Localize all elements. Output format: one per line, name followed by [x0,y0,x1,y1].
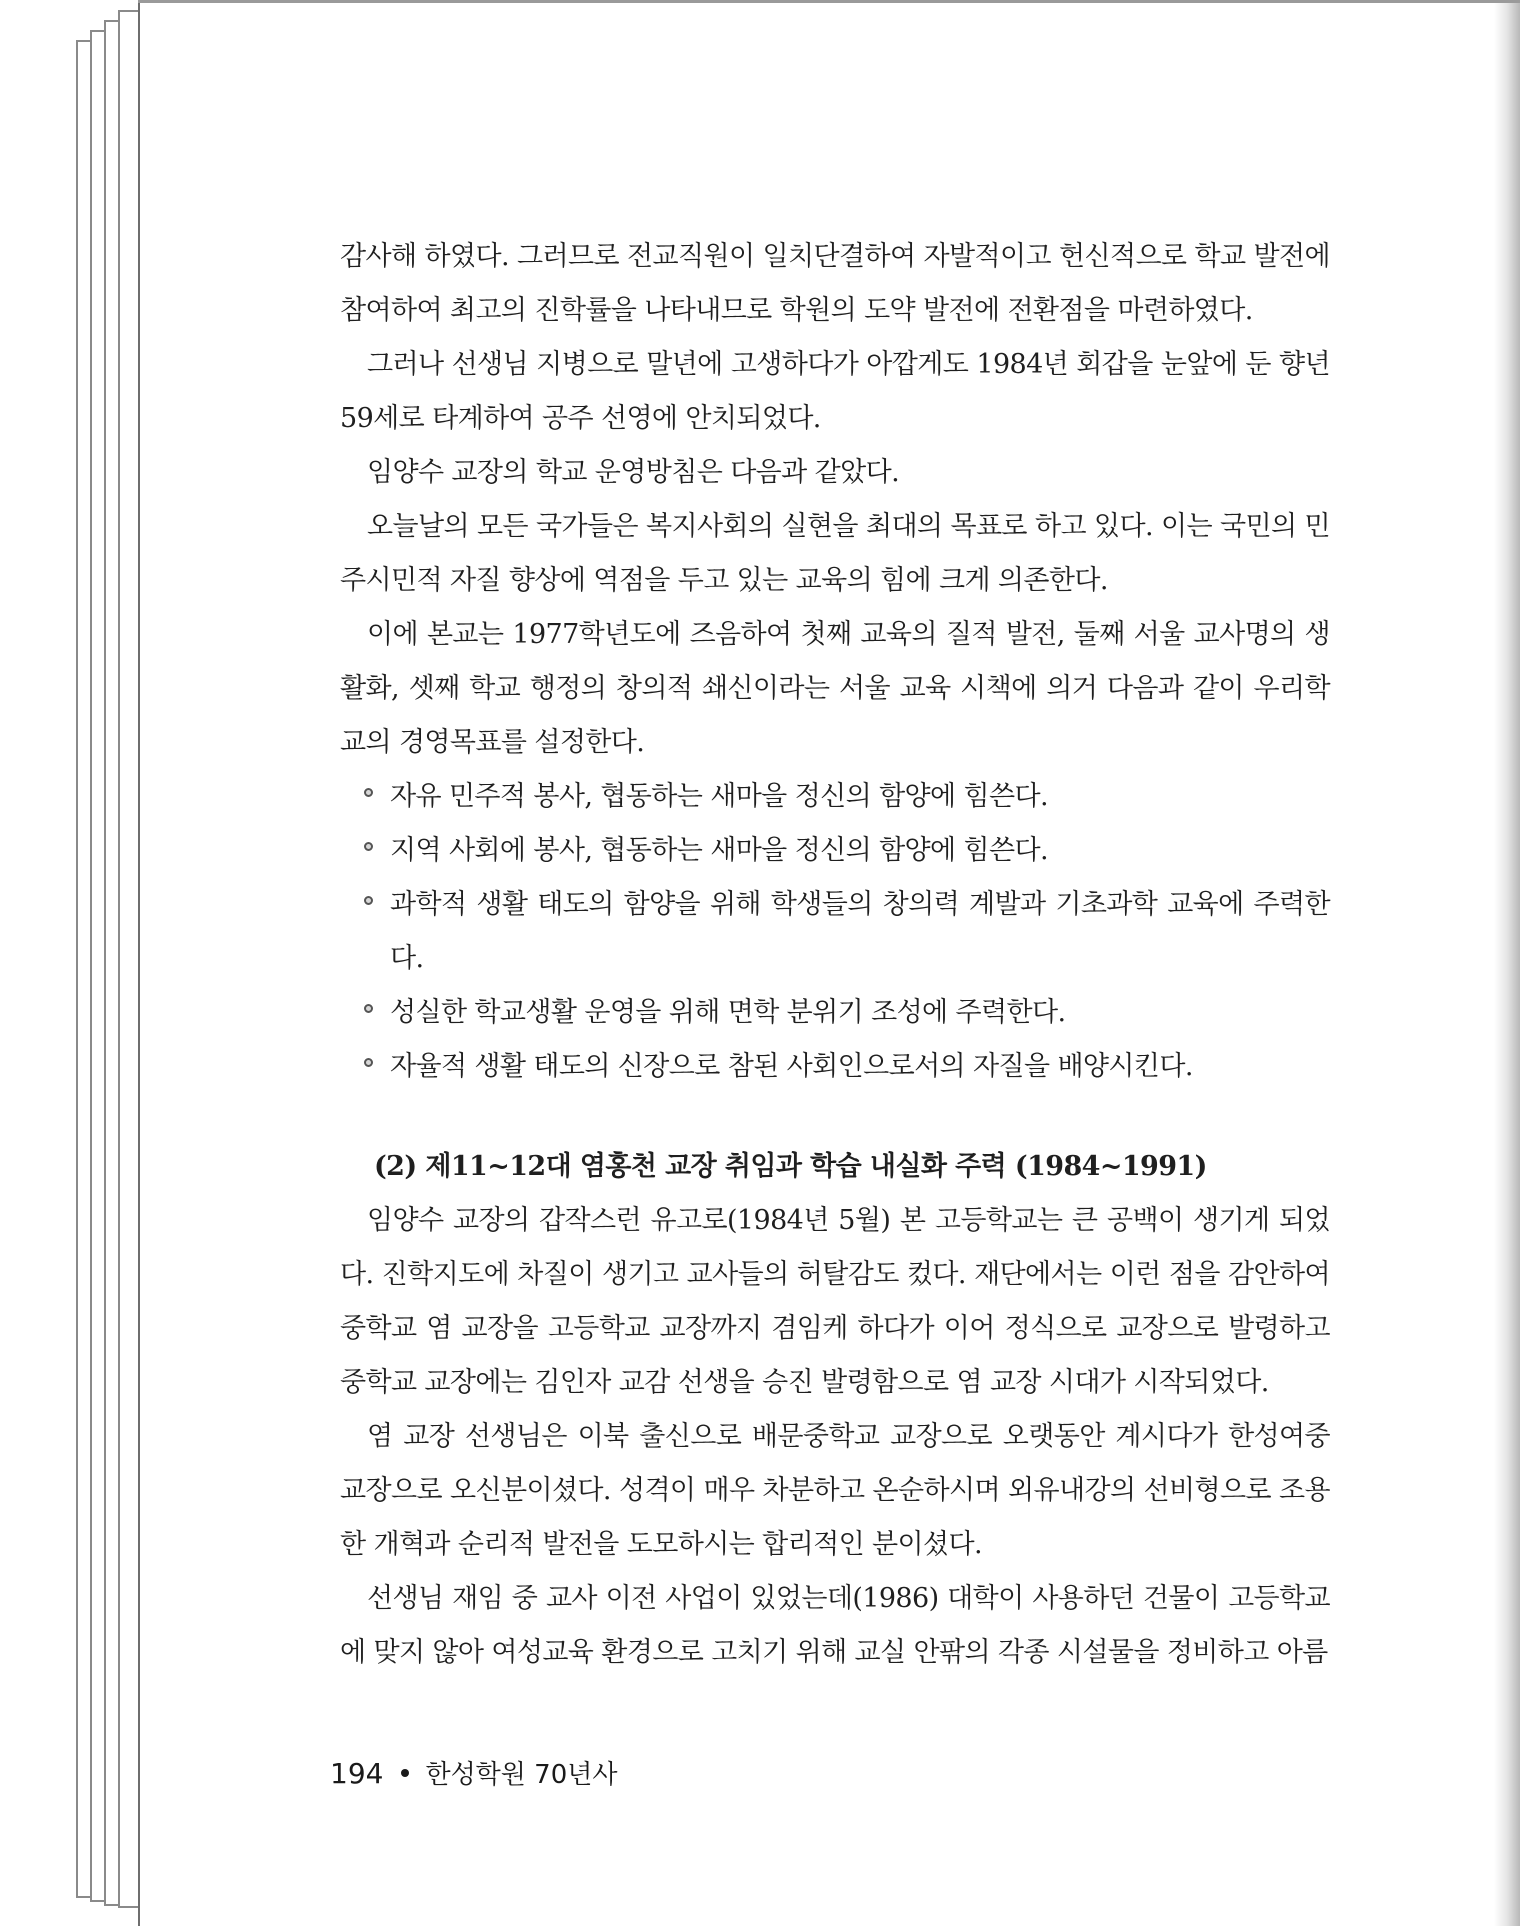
section-heading: (2) 제11~12대 염홍천 교장 취임과 학습 내실화 주력 (1984~1991) [374,1151,1207,1182]
list-item [362,824,1330,878]
page-footer [330,1754,618,1795]
bullet-icon [364,1058,373,1067]
bullet-icon [364,788,373,797]
paragraph: 감사해 하였다. 그러므로 전교직원이 일치단결하여 자발적이고 헌신적으로 학교 발전에 참여하여 최고의 진학률을 나타내므로 학원의 도약 발전에 전환점을 마련하였다. [340,241,1330,326]
page-number: 194 [330,1757,384,1790]
paragraph: 임양수 교장의 갑작스런 유고로(1984년 5월) 본 고등학교는 큰 공백이 생기게 되었다. 진학지도에 차질이 생기고 교사들의 허탈감도 컸다. 재단에서는 이런 점을 감안하여 중학교 염 교장을 고등학교 교장까지 겸임케 하다가 이어 정식으로 교장으로 발령하고 중학교 교장에는 김인자 교감 선생을 승진 발령함으로 염 교장 시대가 시작되었다. [340,1205,1330,1398]
list-item [362,986,1330,1040]
list-item-text: 지역 사회에 봉사, 협동하는 새마을 정신의 함양에 힘쓴다. [390,835,1048,866]
paragraph: 오늘날의 모든 국가들은 복지사회의 실현을 최대의 목표로 하고 있다. 이는 국민의 민주시민적 자질 향상에 역점을 두고 있는 교육의 힘에 크게 의존한다. [340,511,1330,596]
list-item [362,878,1330,986]
list-item [362,1040,1330,1094]
bullet-icon [364,842,373,851]
list-item-text: 자율적 생활 태도의 신장으로 참된 사회인으로서의 자질을 배양시킨다. [390,1051,1193,1082]
list-item-text: 과학적 생활 태도의 함양을 위해 학생들의 창의력 계발과 기초과학 교육에 주력한다. [390,889,1330,974]
body-text [340,230,1330,1680]
book-title: 한성학원 70년사 [425,1760,618,1790]
paragraph: 선생님 재임 중 교사 이전 사업이 있었는데(1986) 대학이 사용하던 건물이 고등학교에 맞지 않아 여성교육 환경으로 고치기 위해 교실 안팎의 각종 시설물을 정비하고 아름 [340,1583,1330,1668]
school-goals-list [340,770,1330,1094]
paragraph: 임양수 교장의 학교 운영방침은 다음과 같았다. [367,457,900,488]
bullet-icon [364,1004,373,1013]
paragraph: 염 교장 선생님은 이북 출신으로 배문중학교 교장으로 오랫동안 계시다가 한성여중 교장으로 오신분이셨다. 성격이 매우 차분하고 온순하시며 외유내강의 선비형으로 조용한 개혁과 순리적 발전을 도모하시는 합리적인 분이셨다. [340,1421,1330,1560]
page-edge-shadow [1494,0,1520,1926]
list-item-text: 성실한 학교생활 운영을 위해 면학 분위기 조성에 주력한다. [390,997,1066,1028]
page-top-border [138,0,1520,3]
list-item-text: 자유 민주적 봉사, 협동하는 새마을 정신의 함양에 힘쓴다. [390,781,1048,812]
bullet-icon [364,896,373,905]
paragraph: 그러나 선생님 지병으로 말년에 고생하다가 아깝게도 1984년 회갑을 눈앞에 둔 향년 59세로 타계하여 공주 선영에 안치되었다. [340,349,1330,434]
separator-dot-icon [401,1769,409,1777]
paragraph: 이에 본교는 1977학년도에 즈음하여 첫째 교육의 질적 발전, 둘째 서울 교사명의 생활화, 셋째 학교 행정의 창의적 쇄신이라는 서울 교육 시책에 의거 다음과 같이 우리학교의 경영목표를 설정한다. [340,619,1330,758]
list-item [362,770,1330,824]
